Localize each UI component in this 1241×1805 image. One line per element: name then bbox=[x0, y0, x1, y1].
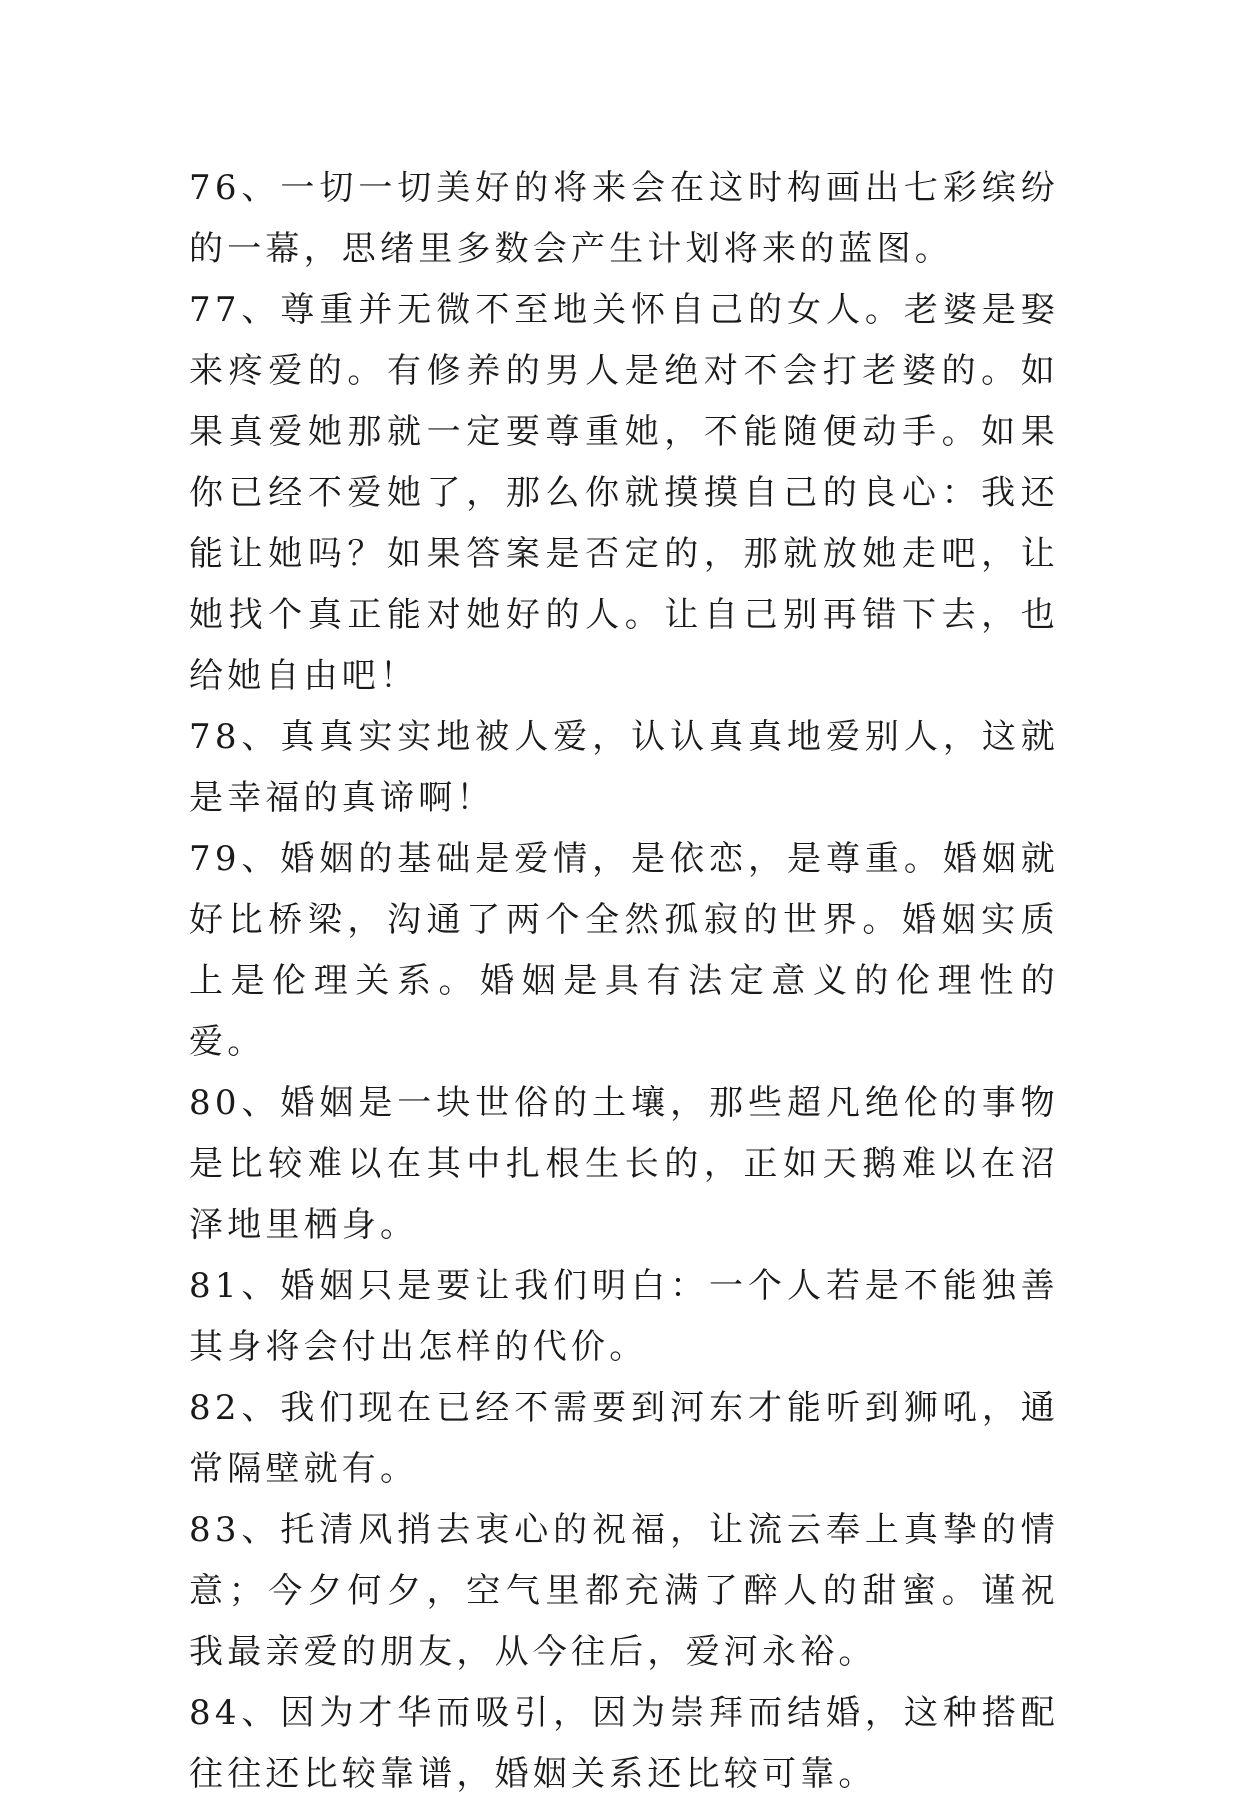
entry-80: 80、婚姻是一块世俗的土壤，那些超凡绝伦的事物是比较难以在其中扎根生长的，正如天鹅难以在沼泽地里栖身。 bbox=[189, 1083, 1059, 1245]
document-body bbox=[189, 158, 1059, 1805]
entry-83: 83、托清风捎去衷心的祝福，让流云奉上真挚的情意；今夕何夕，空气里都充满了醉人的甜蜜。谨祝我最亲爱的朋友，从今往后，爱河永裕。 bbox=[189, 1510, 1059, 1672]
entry-78: 78、真真实实地被人爱，认认真真地爱别人，这就是幸福的真谛啊！ bbox=[189, 717, 1059, 818]
entry-81: 81、婚姻只是要让我们明白：一个人若是不能独善其身将会付出怎样的代价。 bbox=[189, 1266, 1059, 1367]
entry-82: 82、我们现在已经不需要到河东才能听到狮吼，通常隔壁就有。 bbox=[189, 1388, 1059, 1489]
entry-76: 76、一切一切美好的将来会在这时构画出七彩缤纷的一幕，思绪里多数会产生计划将来的蓝图。 bbox=[189, 168, 1059, 269]
entry-79: 79、婚姻的基础是爱情，是依恋，是尊重。婚姻就好比桥梁，沟通了两个全然孤寂的世界。婚姻实质上是伦理关系。婚姻是具有法定意义的伦理性的爱。 bbox=[189, 839, 1059, 1062]
entry-77: 77、尊重并无微不至地关怀自己的女人。老婆是娶来疼爱的。有修养的男人是绝对不会打老婆的。如果真爱她那就一定要尊重她，不能随便动手。如果你已经不爱她了，那么你就摸摸自己的良心：我还能让她吗？如果答案是否定的，那就放她走吧，让她找个真正能对她好的人。让自己别再错下去，也给她自由吧！ bbox=[189, 290, 1059, 696]
entry-84: 84、因为才华而吸引，因为崇拜而结婚，这种搭配往往还比较靠谱，婚姻关系还比较可靠。 bbox=[189, 1693, 1059, 1794]
